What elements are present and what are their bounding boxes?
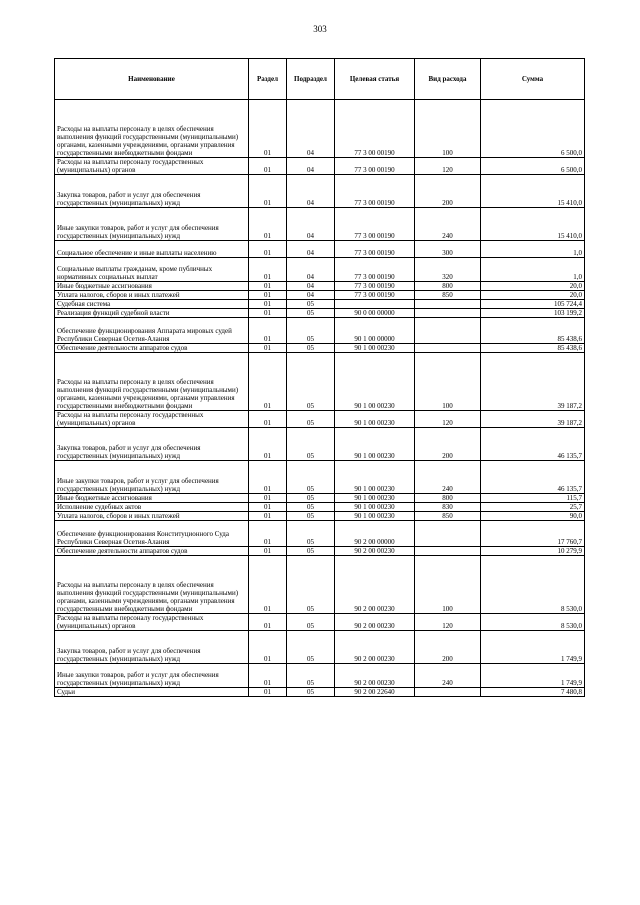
table-header-row <box>55 59 585 100</box>
row-summa: 103 199,2 <box>481 309 585 318</box>
table-row <box>55 614 585 631</box>
row-razdel: 01 <box>249 208 287 241</box>
row-podrazdel: 04 <box>287 208 335 241</box>
row-statya: 77 3 00 00190 <box>335 158 415 175</box>
row-podrazdel: 05 <box>287 688 335 697</box>
row-razdel: 01 <box>249 344 287 353</box>
row-name: Иные закупки товаров, работ и услуг для обеспечения государственных (муниципальных) нужд <box>55 208 249 241</box>
row-razdel: 01 <box>249 282 287 291</box>
row-vid: 200 <box>415 428 481 461</box>
row-vid: 200 <box>415 631 481 664</box>
row-summa: 1 749,9 <box>481 631 585 664</box>
row-name: Расходы на выплаты персоналу государственных (муниципальных) органов <box>55 411 249 428</box>
row-podrazdel: 05 <box>287 494 335 503</box>
row-statya: 90 1 00 00230 <box>335 411 415 428</box>
row-name: Расходы на выплаты персоналу государственных (муниципальных) органов <box>55 614 249 631</box>
row-summa: 85 438,6 <box>481 318 585 344</box>
row-statya <box>335 300 415 309</box>
row-statya: 77 3 00 00190 <box>335 241 415 258</box>
row-podrazdel: 04 <box>287 291 335 300</box>
row-statya: 90 2 00 00230 <box>335 664 415 688</box>
table-row <box>55 547 585 556</box>
row-name: Судьи <box>55 688 249 697</box>
table-row <box>55 521 585 547</box>
row-name: Обеспечение функционирования Конституционного Суда Республики Северная Осетия-Алания <box>55 521 249 547</box>
row-vid <box>415 688 481 697</box>
table-row <box>55 411 585 428</box>
row-razdel: 01 <box>249 494 287 503</box>
row-vid: 300 <box>415 241 481 258</box>
row-name: Исполнение судебных актов <box>55 503 249 512</box>
table-row <box>55 318 585 344</box>
row-vid <box>415 309 481 318</box>
row-razdel: 01 <box>249 547 287 556</box>
row-name: Иные закупки товаров, работ и услуг для обеспечения государственных (муниципальных) нужд <box>55 461 249 494</box>
header-vid: Вид расхода <box>415 59 481 100</box>
row-summa: 46 135,7 <box>481 428 585 461</box>
row-podrazdel: 05 <box>287 300 335 309</box>
row-vid: 240 <box>415 664 481 688</box>
row-name: Закупка товаров, работ и услуг для обеспечения государственных (муниципальных) нужд <box>55 175 249 208</box>
row-name: Иные бюджетные ассигнования <box>55 494 249 503</box>
header-razdel: Раздел <box>249 59 287 100</box>
row-name: Расходы на выплаты персоналу государственных (муниципальных) органов <box>55 158 249 175</box>
row-statya: 90 1 00 00230 <box>335 344 415 353</box>
table-row <box>55 461 585 494</box>
row-summa: 20,0 <box>481 282 585 291</box>
header-podrazdel: Подраздел <box>287 59 335 100</box>
row-vid: 100 <box>415 556 481 614</box>
row-statya: 77 3 00 00190 <box>335 100 415 158</box>
row-name: Реализация функций судебной власти <box>55 309 249 318</box>
row-statya: 77 3 00 00190 <box>335 291 415 300</box>
row-podrazdel: 05 <box>287 318 335 344</box>
row-summa: 39 187,2 <box>481 353 585 411</box>
row-statya: 90 2 00 22640 <box>335 688 415 697</box>
row-name: Обеспечение деятельности аппаратов судов <box>55 547 249 556</box>
row-razdel: 01 <box>249 300 287 309</box>
row-name: Расходы на выплаты персоналу в целях обеспечения выполнения функций государственными (муниципальными) органами, казенными учреждениями, органами управления государственными внебюджетными фондами <box>55 556 249 614</box>
row-podrazdel: 05 <box>287 664 335 688</box>
row-summa: 1,0 <box>481 241 585 258</box>
row-name: Уплата налогов, сборов и иных платежей <box>55 512 249 521</box>
row-name: Иные закупки товаров, работ и услуг для обеспечения государственных (муниципальных) нужд <box>55 664 249 688</box>
row-razdel: 01 <box>249 258 287 282</box>
row-razdel: 01 <box>249 614 287 631</box>
table-row <box>55 494 585 503</box>
row-vid: 850 <box>415 291 481 300</box>
row-vid: 120 <box>415 158 481 175</box>
table-row <box>55 300 585 309</box>
row-summa: 85 438,6 <box>481 344 585 353</box>
row-vid: 850 <box>415 512 481 521</box>
table-row <box>55 175 585 208</box>
row-summa: 8 530,0 <box>481 556 585 614</box>
row-podrazdel: 05 <box>287 556 335 614</box>
row-podrazdel: 04 <box>287 282 335 291</box>
row-podrazdel: 05 <box>287 503 335 512</box>
table-row <box>55 344 585 353</box>
row-razdel: 01 <box>249 664 287 688</box>
row-statya: 90 1 00 00230 <box>335 428 415 461</box>
header-name: Наименование <box>55 59 249 100</box>
page-number: 303 <box>313 24 327 34</box>
row-razdel: 01 <box>249 291 287 300</box>
row-statya: 90 2 00 00230 <box>335 547 415 556</box>
table-row <box>55 309 585 318</box>
row-razdel: 01 <box>249 631 287 664</box>
row-podrazdel: 05 <box>287 309 335 318</box>
table-row <box>55 291 585 300</box>
row-vid: 120 <box>415 614 481 631</box>
row-razdel: 01 <box>249 688 287 697</box>
row-summa: 7 480,8 <box>481 688 585 697</box>
row-statya: 77 3 00 00190 <box>335 258 415 282</box>
row-statya: 90 1 00 00230 <box>335 494 415 503</box>
row-podrazdel: 05 <box>287 428 335 461</box>
row-podrazdel: 05 <box>287 614 335 631</box>
row-statya: 90 1 00 00230 <box>335 461 415 494</box>
table-row <box>55 631 585 664</box>
table-row <box>55 512 585 521</box>
row-name: Расходы на выплаты персоналу в целях обеспечения выполнения функций государственными (муниципальными) органами, казенными учреждениями, органами управления государственными внебюджетными фондами <box>55 100 249 158</box>
table-row <box>55 353 585 411</box>
row-razdel: 01 <box>249 461 287 494</box>
row-summa: 39 187,2 <box>481 411 585 428</box>
table-row <box>55 688 585 697</box>
table-row <box>55 258 585 282</box>
row-statya: 90 2 00 00230 <box>335 556 415 614</box>
row-statya: 90 1 00 00230 <box>335 503 415 512</box>
table-row <box>55 664 585 688</box>
row-summa: 10 279,9 <box>481 547 585 556</box>
row-podrazdel: 05 <box>287 353 335 411</box>
row-podrazdel: 04 <box>287 100 335 158</box>
row-podrazdel: 05 <box>287 461 335 494</box>
row-statya: 90 2 00 00230 <box>335 631 415 664</box>
row-name: Социальное обеспечение и иные выплаты населению <box>55 241 249 258</box>
row-podrazdel: 05 <box>287 631 335 664</box>
row-summa: 17 760,7 <box>481 521 585 547</box>
row-razdel: 01 <box>249 353 287 411</box>
row-summa: 46 135,7 <box>481 461 585 494</box>
row-vid: 100 <box>415 353 481 411</box>
row-vid: 100 <box>415 100 481 158</box>
row-statya: 77 3 00 00190 <box>335 282 415 291</box>
row-razdel: 01 <box>249 503 287 512</box>
row-statya: 77 3 00 00190 <box>335 175 415 208</box>
row-name: Закупка товаров, работ и услуг для обеспечения государственных (муниципальных) нужд <box>55 631 249 664</box>
row-razdel: 01 <box>249 521 287 547</box>
row-summa: 8 530,0 <box>481 614 585 631</box>
row-statya: 90 2 00 00230 <box>335 614 415 631</box>
row-statya: 77 3 00 00190 <box>335 208 415 241</box>
row-summa: 115,7 <box>481 494 585 503</box>
row-razdel: 01 <box>249 241 287 258</box>
row-statya: 90 1 00 00230 <box>335 353 415 411</box>
row-summa: 105 724,4 <box>481 300 585 309</box>
row-statya: 90 2 00 00000 <box>335 521 415 547</box>
row-vid <box>415 344 481 353</box>
row-vid: 120 <box>415 411 481 428</box>
row-vid: 830 <box>415 503 481 512</box>
row-razdel: 01 <box>249 309 287 318</box>
row-podrazdel: 04 <box>287 258 335 282</box>
row-name: Расходы на выплаты персоналу в целях обеспечения выполнения функций государственными (муниципальными) органами, казенными учреждениями, органами управления государственными внебюджетными фондами <box>55 353 249 411</box>
row-summa: 1 749,9 <box>481 664 585 688</box>
row-vid <box>415 300 481 309</box>
row-vid <box>415 318 481 344</box>
row-summa: 6 500,0 <box>481 158 585 175</box>
table-row <box>55 282 585 291</box>
row-name: Иные бюджетные ассигнования <box>55 282 249 291</box>
row-summa: 1,0 <box>481 258 585 282</box>
row-statya: 90 0 00 00000 <box>335 309 415 318</box>
row-podrazdel: 05 <box>287 547 335 556</box>
header-summa: Сумма <box>481 59 585 100</box>
row-podrazdel: 05 <box>287 521 335 547</box>
table-row <box>55 428 585 461</box>
row-razdel: 01 <box>249 158 287 175</box>
row-razdel: 01 <box>249 318 287 344</box>
row-summa: 20,0 <box>481 291 585 300</box>
row-vid: 320 <box>415 258 481 282</box>
row-summa: 15 410,0 <box>481 175 585 208</box>
row-vid: 800 <box>415 494 481 503</box>
row-name: Судебная система <box>55 300 249 309</box>
table-row <box>55 503 585 512</box>
row-razdel: 01 <box>249 428 287 461</box>
row-name: Обеспечение деятельности аппаратов судов <box>55 344 249 353</box>
row-podrazdel: 04 <box>287 175 335 208</box>
row-podrazdel: 04 <box>287 158 335 175</box>
row-podrazdel: 04 <box>287 241 335 258</box>
row-vid <box>415 521 481 547</box>
row-vid <box>415 547 481 556</box>
row-name: Социальные выплаты гражданам, кроме публичных нормативных социальных выплат <box>55 258 249 282</box>
row-razdel: 01 <box>249 512 287 521</box>
row-name: Обеспечение функционирования Аппарата мировых судей Республики Северная Осетия-Алания <box>55 318 249 344</box>
row-summa: 15 410,0 <box>481 208 585 241</box>
row-razdel: 01 <box>249 411 287 428</box>
row-statya: 90 1 00 00000 <box>335 318 415 344</box>
row-name: Закупка товаров, работ и услуг для обеспечения государственных (муниципальных) нужд <box>55 428 249 461</box>
budget-table <box>54 58 585 697</box>
table-row <box>55 208 585 241</box>
row-podrazdel: 05 <box>287 512 335 521</box>
row-summa: 90,0 <box>481 512 585 521</box>
row-podrazdel: 05 <box>287 411 335 428</box>
row-vid: 200 <box>415 175 481 208</box>
row-vid: 800 <box>415 282 481 291</box>
row-razdel: 01 <box>249 100 287 158</box>
row-razdel: 01 <box>249 175 287 208</box>
table-row <box>55 241 585 258</box>
row-vid: 240 <box>415 461 481 494</box>
row-summa: 6 500,0 <box>481 100 585 158</box>
row-name: Уплата налогов, сборов и иных платежей <box>55 291 249 300</box>
table-row <box>55 158 585 175</box>
row-statya: 90 1 00 00230 <box>335 512 415 521</box>
row-razdel: 01 <box>249 556 287 614</box>
row-podrazdel: 05 <box>287 344 335 353</box>
row-vid: 240 <box>415 208 481 241</box>
table-row <box>55 100 585 158</box>
header-statya: Целевая статья <box>335 59 415 100</box>
row-summa: 25,7 <box>481 503 585 512</box>
table-row <box>55 556 585 614</box>
